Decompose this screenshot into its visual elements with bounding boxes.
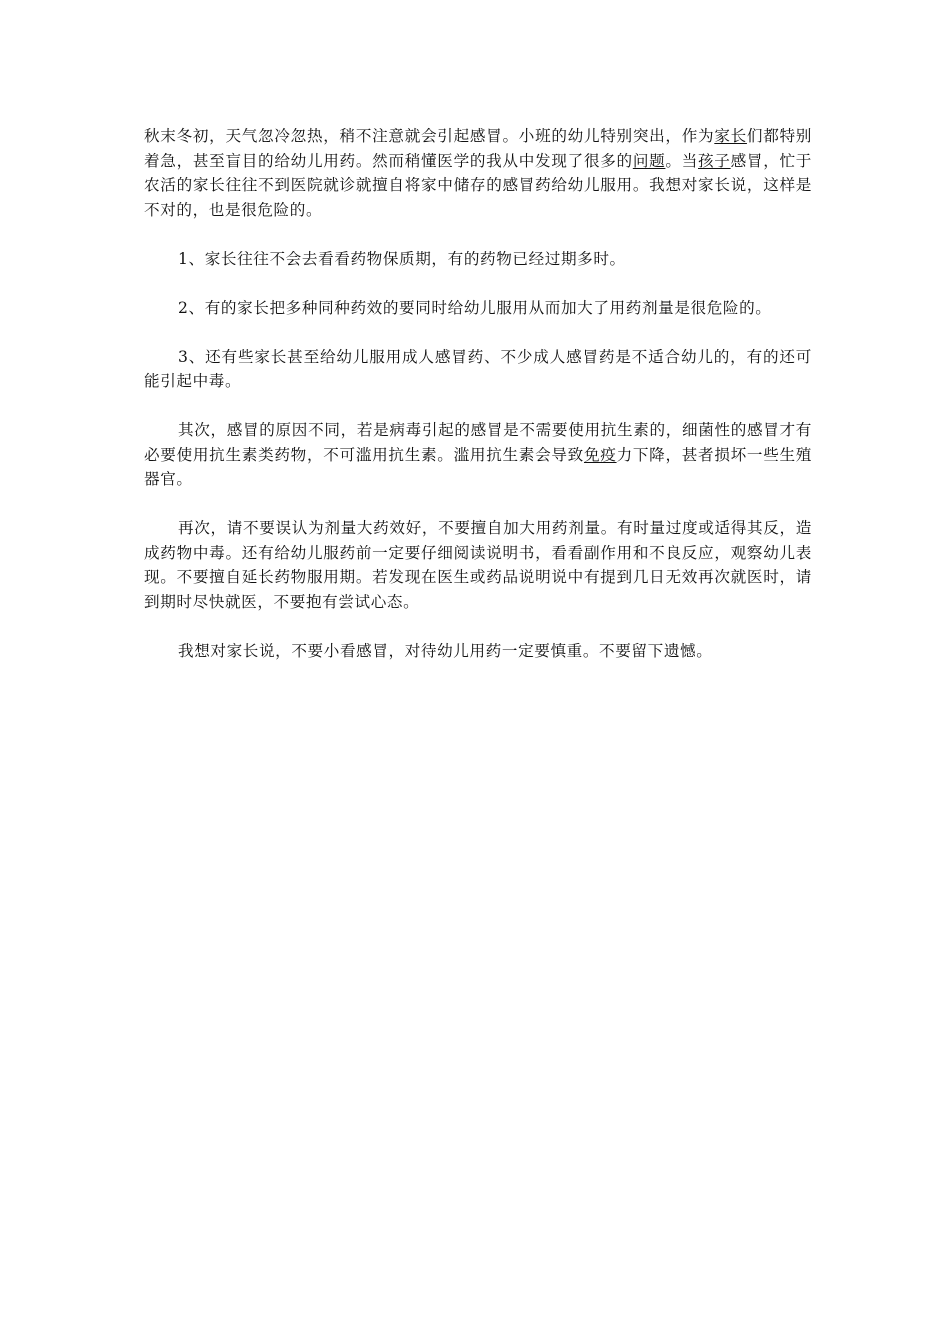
list-item-2: 2、有的家长把多种同种药效的要同时给幼儿服用从而加大了用药剂量是很危险的。 bbox=[178, 298, 772, 317]
intro-paragraph bbox=[144, 124, 812, 222]
intro-text-1: 秋末冬初，天气忽冷忽热，稍不注意就会引起感冒。小班的幼儿特别突出，作为 bbox=[144, 127, 715, 145]
intro-text-2: 们都特别着急，甚至盲目的给幼儿用药。然而稍懂医学的我从中发现了很多的 bbox=[144, 127, 812, 170]
intro-text-3: 。当 bbox=[665, 151, 699, 170]
second-paragraph bbox=[144, 418, 812, 492]
intro-text-4: 感冒，忙于农活的家长往往不到医院就诊就擅自将家中储存的感冒药给幼儿服用。我想对家长说，这样是不对的，也是很危险的。 bbox=[144, 151, 812, 219]
link-parents[interactable]: 家长 bbox=[714, 127, 747, 145]
article-body bbox=[144, 124, 812, 688]
second-text-2: 力下降，甚者损坏一些生殖器官。 bbox=[144, 445, 813, 488]
link-children[interactable]: 孩子 bbox=[698, 151, 731, 170]
link-immunity[interactable]: 免疫 bbox=[583, 445, 617, 464]
closing-paragraph: 我想对家长说，不要小看感冒，对待幼儿用药一定要慎重。不要留下遗憾。 bbox=[178, 641, 713, 660]
second-text-1: 其次，感冒的原因不同，若是病毒引起的感冒是不需要使用抗生素的，细菌性的感冒才有必要使用抗生素类药物，不可滥用抗生素。滥用抗生素会导致 bbox=[144, 421, 812, 464]
list-item-1: 1、家长往往不会去看看药物保质期，有的药物已经过期多时。 bbox=[178, 249, 626, 268]
third-paragraph: 再次，请不要误认为剂量大药效好，不要擅自加大用药剂量。有时量过度或适得其反，造成药物中毒。还有给幼儿服药前一定要仔细阅读说明书，看看副作用和不良反应，观察幼儿表现。不要擅自延长药物服用期。若发现在医生或药品说明说中有提到几日无效再次就医时，请到期时尽快就医，不要抱有尝试心态。 bbox=[144, 519, 812, 611]
link-problem[interactable]: 问题 bbox=[632, 151, 666, 170]
list-item-3: 3、还有些家长甚至给幼儿服用成人感冒药、不少成人感冒药是不适合幼儿的，有的还可能引起中毒。 bbox=[144, 347, 812, 390]
